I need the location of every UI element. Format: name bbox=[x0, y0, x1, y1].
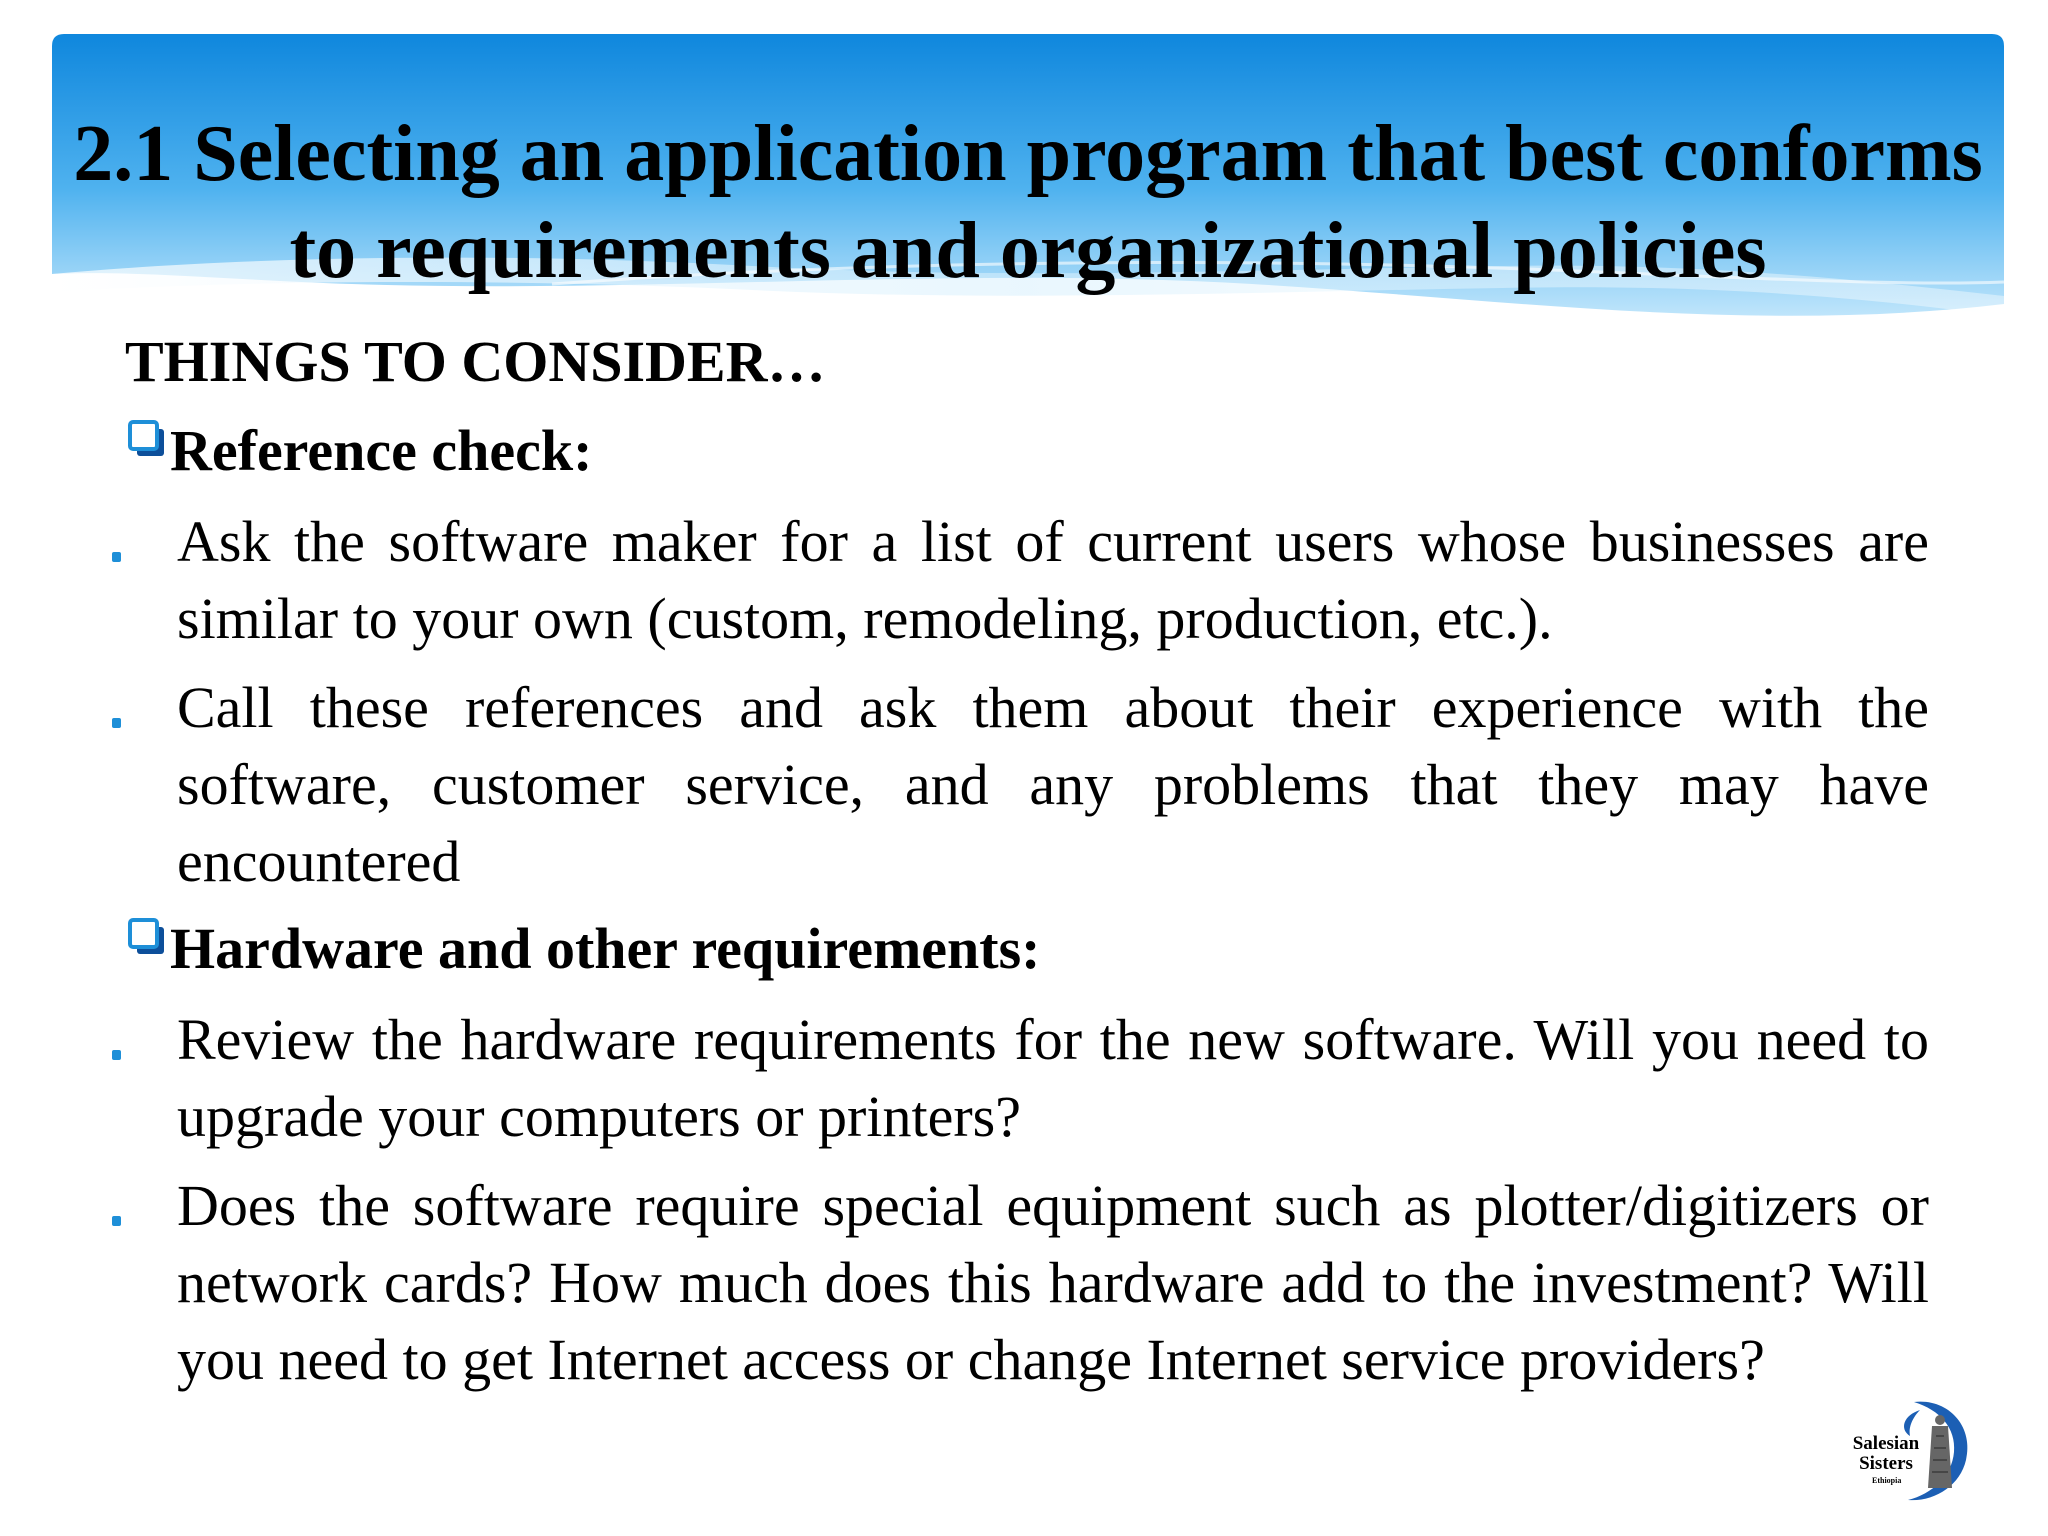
dot-bullet-icon bbox=[112, 1050, 121, 1060]
bullet-text: Review the hardware requirements for the new software. Will you need to upgrade your computers or printers? bbox=[177, 1007, 1929, 1149]
section-heading: Hardware and other requirements: bbox=[170, 916, 1041, 981]
checkbox-square-icon bbox=[128, 420, 166, 458]
things-to-consider-heading: THINGS TO CONSIDER… bbox=[125, 329, 826, 394]
logo-line-1: Salesian bbox=[1852, 1433, 1920, 1454]
logo-line-2: Sisters bbox=[1859, 1453, 1913, 1474]
dot-bullet-icon bbox=[112, 1216, 121, 1226]
bullet-text: Call these references and ask them about their experience with the software, customer service, and any problems that they may have encountered bbox=[177, 675, 1929, 894]
bullet-text: Ask the software maker for a list of current users whose businesses are similar to your own (custom, remodeling, production, etc.). bbox=[177, 509, 1929, 651]
section-hardware-requirements bbox=[128, 913, 1040, 985]
dot-bullet-icon bbox=[112, 718, 121, 728]
section-reference-check bbox=[128, 415, 592, 487]
section-heading: Reference check: bbox=[170, 418, 593, 483]
dot-bullet-icon bbox=[112, 552, 121, 562]
logo-line-3: Ethiopia bbox=[1872, 1476, 1902, 1485]
logo-wordmark bbox=[1836, 1434, 1936, 1474]
checkbox-square-icon bbox=[128, 918, 166, 956]
slide-title: 2.1 Selecting an application program that best conforms to requirements and organizational policies bbox=[73, 110, 1983, 295]
bullet-text: Does the software require special equipment such as plotter/digitizers or network cards? How much does this hardware add to the investment? Will you need to get Internet access or change Internet service providers? bbox=[177, 1173, 1929, 1392]
